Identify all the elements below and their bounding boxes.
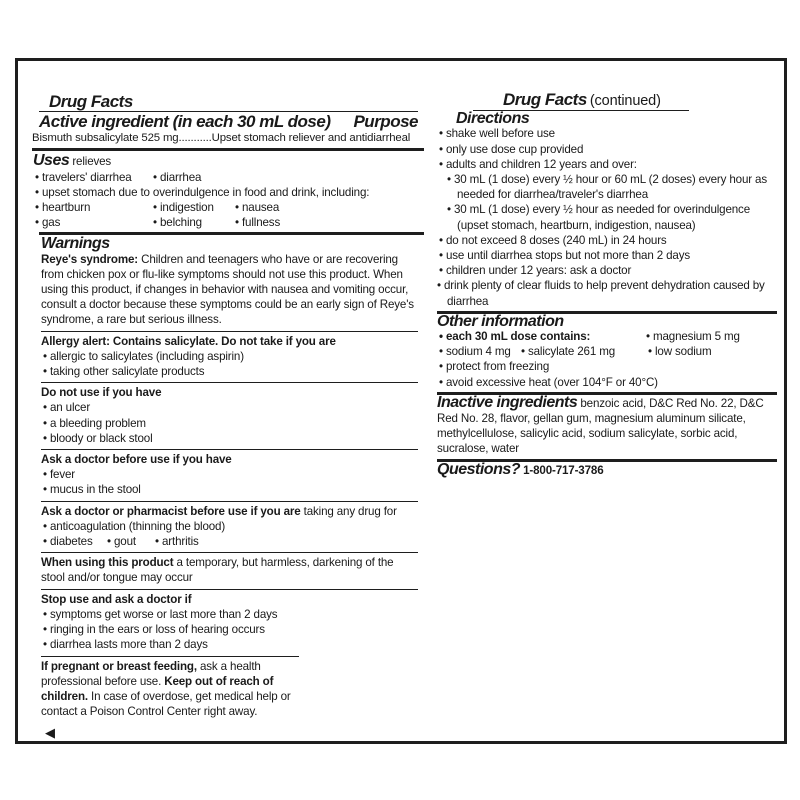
salicylate-value: • salicylate 261 mg bbox=[519, 344, 646, 359]
divider bbox=[32, 148, 424, 151]
allergy-alert-heading: Allergy alert: Contains salicylate. Do not take if you are bbox=[41, 334, 336, 348]
stop-use-heading: Stop use and ask a doctor if bbox=[41, 592, 192, 606]
ask-pharmacist-heading: Ask a doctor or pharmacist before use if you are bbox=[41, 504, 301, 518]
when-using-text: a temporary, but harmless, darkening of the stool and/or tongue may occur bbox=[41, 556, 394, 585]
other-information-section bbox=[437, 314, 777, 390]
reyes-syndrome-warning bbox=[41, 252, 418, 328]
ask-doctor-item: • fever bbox=[41, 467, 418, 482]
warnings-section bbox=[33, 236, 418, 740]
divider bbox=[41, 501, 418, 502]
reyes-label: Reye's syndrome: bbox=[41, 252, 139, 266]
stop-use-item: • symptoms get worse or last more than 2 days bbox=[41, 607, 418, 622]
ask-doctor-heading: Ask a doctor before use if you have bbox=[41, 453, 232, 467]
uses-item: • upset stomach due to overindulgence in food and drink, including: bbox=[33, 185, 418, 200]
questions-heading: Questions? bbox=[437, 460, 521, 478]
uses-item: • diarrhea bbox=[151, 170, 201, 185]
do-not-use-item: • a bleeding problem bbox=[41, 416, 418, 431]
drug-facts-panel-right bbox=[437, 92, 777, 478]
divider bbox=[41, 449, 418, 450]
ask-pharmacist-item: • gout bbox=[105, 534, 153, 549]
ask-pharmacist-item: • diabetes bbox=[41, 534, 105, 549]
ask-doctor-item: • mucus in the stool bbox=[41, 482, 418, 497]
purpose-heading: Purpose bbox=[353, 112, 418, 132]
questions-phone: 1-800-717-3786 bbox=[523, 463, 604, 477]
do-not-use-item: • an ulcer bbox=[41, 400, 418, 415]
divider bbox=[41, 589, 418, 590]
drug-facts-continued-title bbox=[437, 92, 777, 109]
directions-item: • use until diarrhea stops but not more than 2 days bbox=[437, 248, 777, 263]
other-information-heading: Other information bbox=[437, 312, 564, 330]
drug-facts-title: Drug Facts bbox=[49, 92, 133, 111]
uses-item: • nausea bbox=[233, 200, 279, 215]
uses-intro: relieves bbox=[72, 155, 112, 169]
ask-pharmacist-item: • anticoagulation (thinning the blood) bbox=[41, 519, 418, 534]
keep-out-of-reach-label: Keep out of reach of children. bbox=[41, 674, 274, 703]
directions-sub-item: • 30 mL (1 dose) every ½ hour or 60 mL (2 doses) every hour as needed for diarrhea/traveler's diarrhea bbox=[437, 172, 777, 202]
uses-item: • fullness bbox=[233, 215, 280, 230]
directions-item: • children under 12 years: ask a doctor bbox=[437, 263, 777, 278]
inactive-ingredients-list: benzoic acid, D&C Red No. 22, D&C Red No. 28, flavor, gellan gum, magnesium aluminum silicate, methylcellulose, salicylic acid, sodium salicylate, sorbic acid, sucralose, water bbox=[437, 396, 764, 456]
allergy-item: • allergic to salicylates (including aspirin) bbox=[41, 349, 418, 364]
ask-pharmacist-text: taking any drug for bbox=[303, 504, 397, 518]
directions-item: • only use dose cup provided bbox=[437, 142, 777, 157]
drug-facts-title: Drug Facts bbox=[503, 90, 587, 109]
pregnancy-warning bbox=[41, 659, 303, 720]
do-not-use-item: • bloody or black stool bbox=[41, 431, 418, 446]
continued-label: (continued) bbox=[589, 93, 661, 109]
when-using-warning bbox=[41, 555, 418, 585]
active-ingredient-header bbox=[33, 112, 418, 131]
uses-item: • gas bbox=[33, 215, 151, 230]
ask-pharmacist-line bbox=[41, 504, 418, 519]
divider bbox=[41, 382, 418, 383]
directions-section bbox=[437, 111, 777, 309]
uses-heading: Uses bbox=[33, 152, 70, 170]
uses-item: • indigestion bbox=[151, 200, 233, 215]
drug-facts-panel-left bbox=[33, 94, 418, 741]
divider bbox=[41, 552, 418, 553]
allergy-item: • taking other salicylate products bbox=[41, 364, 418, 379]
dose-contains-label: • each 30 mL dose contains: bbox=[437, 329, 644, 344]
inactive-ingredients-heading: Inactive ingredients bbox=[437, 393, 578, 411]
other-info-item: • avoid excessive heat (over 104°F or 40°C) bbox=[437, 375, 777, 390]
other-info-item: • protect from freezing bbox=[437, 359, 777, 374]
inactive-ingredients-section bbox=[437, 395, 777, 457]
directions-item: • do not exceed 8 doses (240 mL) in 24 hours bbox=[437, 233, 777, 248]
directions-item: • drink plenty of clear fluids to help prevent dehydration caused by diarrhea bbox=[437, 278, 777, 308]
directions-sub-item: • 30 mL (1 dose) every ½ hour as needed for overindulgence (upset stomach, heartburn, indigestion, nausea) bbox=[437, 202, 777, 232]
warnings-heading: Warnings bbox=[41, 235, 110, 253]
overdose-text: In case of overdose, get medical help or contact a Poison Control Center right away. bbox=[41, 689, 291, 719]
divider bbox=[41, 331, 418, 332]
directions-item: • adults and children 12 years and over: bbox=[437, 157, 777, 172]
low-sodium-label: • low sodium bbox=[646, 344, 711, 359]
stop-use-item: • diarrhea lasts more than 2 days bbox=[41, 637, 418, 652]
reyes-text: Children and teenagers who have or are recovering from chicken pox or flu-like symptoms should not use this product. When using this product, if changes in behavior with nausea and vomiting occur, consult a doctor because these symptoms could be an early sign of Reye's syndrome, a rare but serious illness. bbox=[41, 252, 414, 327]
questions-section bbox=[437, 462, 777, 478]
directions-heading: Directions bbox=[456, 110, 530, 128]
uses-item: • belching bbox=[151, 215, 233, 230]
continue-arrow-icon: ◀ bbox=[45, 725, 55, 741]
do-not-use-heading: Do not use if you have bbox=[41, 386, 162, 400]
stop-use-item: • ringing in the ears or loss of hearing occurs bbox=[41, 622, 418, 637]
divider bbox=[41, 656, 299, 657]
active-ingredient-line: Bismuth subsalicylate 525 mg...........Upset stomach reliever and antidiarrheal bbox=[32, 132, 411, 145]
magnesium-value: • magnesium 5 mg bbox=[644, 329, 740, 344]
when-using-heading: When using this product bbox=[41, 556, 174, 570]
pregnancy-text: ask a health professional before use. bbox=[41, 659, 261, 688]
uses-section bbox=[33, 153, 418, 230]
pregnancy-label: If pregnant or breast feeding, bbox=[41, 659, 197, 673]
uses-item: • travelers' diarrhea bbox=[33, 170, 151, 185]
uses-item: • heartburn bbox=[33, 200, 151, 215]
active-ingredient-heading: Active ingredient (in each 30 mL dose) bbox=[39, 112, 331, 132]
sodium-value: • sodium 4 mg bbox=[437, 344, 519, 359]
directions-item: • shake well before use bbox=[437, 126, 777, 141]
ask-pharmacist-item: • arthritis bbox=[153, 534, 199, 549]
